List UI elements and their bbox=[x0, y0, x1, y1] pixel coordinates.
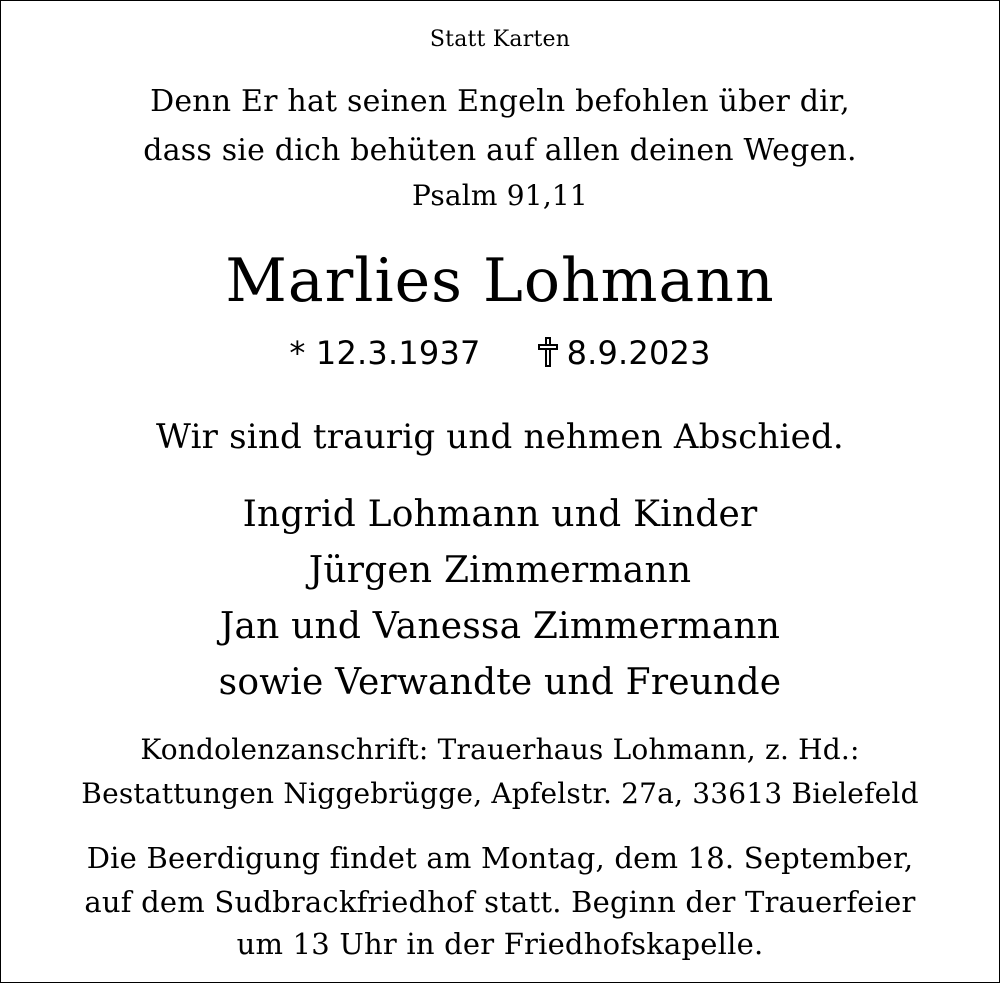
cross-icon bbox=[537, 337, 559, 367]
funeral-info-line: auf dem Sudbrackfriedhof statt. Beginn der Trauerfeier bbox=[84, 885, 916, 919]
funeral-info-line: um 13 Uhr in der Friedhofskapelle. bbox=[236, 927, 764, 961]
condolence-address-line: Bestattungen Niggebrügge, Apfelstr. 27a, 33613 Bielefeld bbox=[81, 777, 919, 810]
death-date: 8.9.2023 bbox=[566, 334, 711, 372]
family-line: Ingrid Lohmann und Kinder bbox=[242, 494, 758, 535]
verse-reference: Psalm 91,11 bbox=[412, 179, 588, 212]
funeral-info-line: Die Beerdigung findet am Montag, dem 18. September, bbox=[86, 841, 914, 875]
verse-line-2: dass sie dich behüten auf allen deinen Wegen. bbox=[143, 133, 857, 168]
family-line: Jan und Vanessa Zimmermann bbox=[219, 606, 781, 647]
deceased-name: Marlies Lohmann bbox=[225, 246, 775, 316]
family-line: sowie Verwandte und Freunde bbox=[218, 662, 782, 703]
family-line: Jürgen Zimmermann bbox=[308, 550, 692, 591]
life-dates bbox=[1, 334, 999, 372]
birth-date: * 12.3.1937 bbox=[289, 334, 481, 372]
mourning-text: Wir sind traurig und nehmen Abschied. bbox=[156, 417, 844, 457]
verse-line-1: Denn Er hat seinen Engeln befohlen über dir, bbox=[150, 84, 850, 119]
notice-header: Statt Karten bbox=[429, 27, 571, 52]
condolence-address-line: Kondolenzanschrift: Trauerhaus Lohmann, z. Hd.: bbox=[140, 733, 860, 766]
